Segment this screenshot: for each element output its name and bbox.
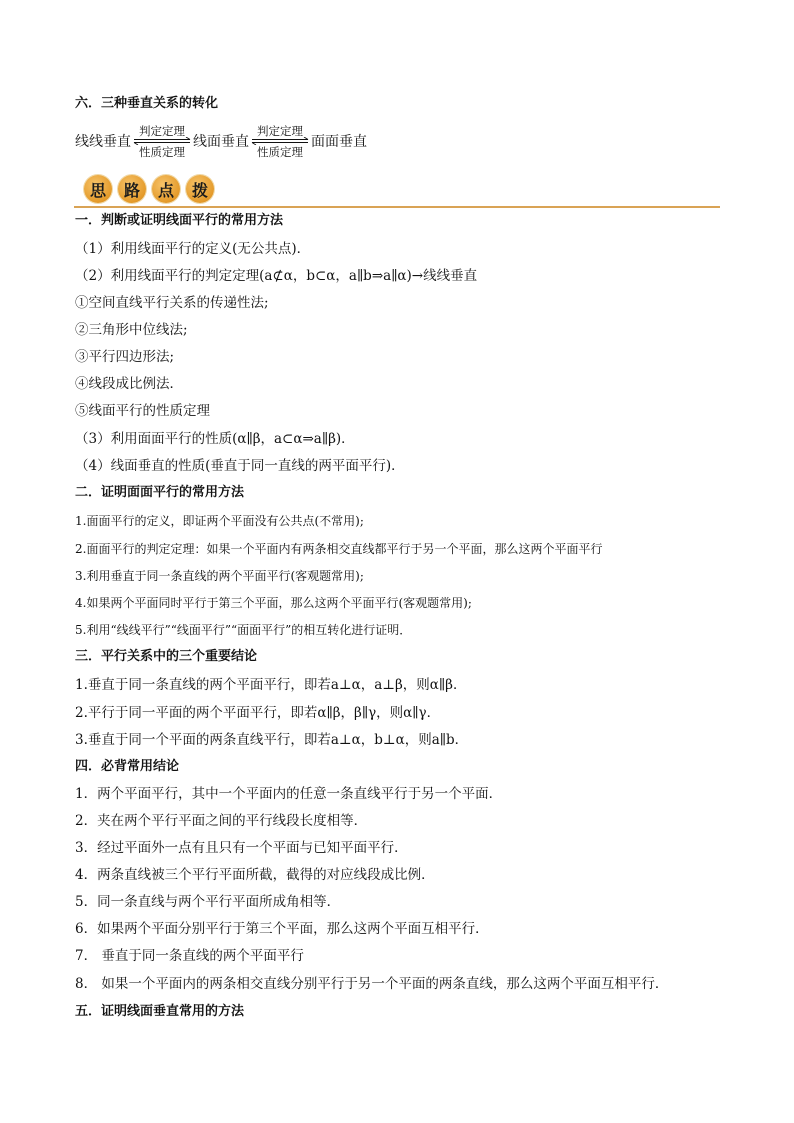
section-heading-4: 四．必背常用结论 — [75, 759, 180, 774]
banner-char-badge: 路 — [118, 175, 146, 203]
text-line: 1.垂直于同一条直线的两个平面平行，即若a⊥α，a⊥β，则α∥β． — [75, 677, 467, 693]
section-heading-2: 二．证明面面平行的常用方法 — [75, 485, 245, 500]
text-line: 8． 如果一个平面内的两条相交直线分别平行于另一个平面的两条直线，那么这两个平面互相平行． — [75, 976, 669, 992]
text-line: ②三角形中位线法; — [75, 322, 188, 338]
text-line: （1）利用线面平行的定义(无公共点)． — [75, 241, 311, 257]
text-line: 1．两个平面平行，其中一个平面内的任意一条直线平行于另一个平面． — [75, 786, 503, 802]
text-line: （4）线面垂直的性质(垂直于同一直线的两平面平行)． — [75, 458, 405, 474]
term-line-line-perpendicular: 线线垂直 — [75, 134, 131, 150]
text-line: 3.利用垂直于同一条直线的两个平面平行(客观题常用); — [75, 569, 364, 583]
perpendicular-transition-diagram — [75, 124, 367, 160]
text-line: ④线段成比例法． — [75, 376, 183, 392]
transition-arrow-1 — [132, 124, 192, 160]
text-line: 3．经过平面外一点有且只有一个平面与已知平面平行． — [75, 840, 408, 856]
text-line: 4.如果两个平面同时平行于第三个平面，那么这两个平面平行(客观题常用); — [75, 596, 472, 610]
arrow-label-property: 性质定理 — [139, 145, 185, 159]
transition-arrow-2 — [250, 124, 310, 160]
arrow-label-property: 性质定理 — [257, 145, 303, 159]
text-line: 2.面面平行的判定定理：如果一个平面内有两条相交直线都平行于另一个平面，那么这两个平面平行 — [75, 542, 603, 556]
section-heading-6: 六．三种垂直关系的转化 — [75, 96, 219, 111]
text-line: 5．同一条直线与两个平行平面所成角相等． — [75, 894, 341, 910]
term-line-plane-perpendicular: 线面垂直 — [193, 134, 249, 150]
section-heading-5: 五．证明线面垂直常用的方法 — [75, 1004, 245, 1019]
text-line: 3.垂直于同一个平面的两条直线平行，即若a⊥α，b⊥α，则a∥b． — [75, 732, 469, 748]
section-heading-3: 三．平行关系中的三个重要结论 — [75, 649, 258, 664]
banner-char-badge: 拨 — [186, 175, 214, 203]
text-line: 2．夹在两个平行平面之间的平行线段长度相等． — [75, 813, 368, 829]
text-line: ⑤线面平行的性质定理 — [75, 403, 210, 419]
double-arrow-icon — [250, 137, 310, 145]
text-line: ①空间直线平行关系的传递性法; — [75, 295, 269, 311]
banner-char-badge: 点 — [152, 175, 180, 203]
text-line: ③平行四边形法; — [75, 349, 175, 365]
double-arrow-icon — [132, 137, 192, 145]
text-line: 4．两条直线被三个平行平面所截，截得的对应线段成比例． — [75, 867, 435, 883]
banner-char-badge: 思 — [84, 175, 112, 203]
text-line: （3）利用面面平行的性质(α∥β，a⊂α⇒a∥β)． — [75, 431, 355, 447]
term-plane-plane-perpendicular: 面面垂直 — [311, 134, 367, 150]
arrow-label-judgement: 判定定理 — [139, 124, 185, 138]
text-line: 5.利用“线线平行”“线面平行”“面面平行”的相互转化进行证明． — [75, 623, 412, 637]
section-heading-1: 一．判断或证明线面平行的常用方法 — [75, 213, 284, 228]
text-line: （2）利用线面平行的判定定理(a⊄α，b⊂α，a∥b⇒a∥α)→线线垂直 — [75, 268, 478, 284]
text-line: 1.面面平行的定义，即证两个平面没有公共点(不常用); — [75, 514, 364, 528]
text-line: 6．如果两个平面分别平行于第三个平面，那么这两个平面互相平行． — [75, 921, 489, 937]
text-line: 7． 垂直于同一条直线的两个平面平行 — [75, 948, 304, 964]
text-line: 2.平行于同一平面的两个平面平行，即若α∥β，β∥γ，则α∥γ． — [75, 705, 441, 721]
banner-divider — [74, 206, 720, 208]
arrow-label-judgement: 判定定理 — [257, 124, 303, 138]
tips-banner — [84, 174, 220, 204]
